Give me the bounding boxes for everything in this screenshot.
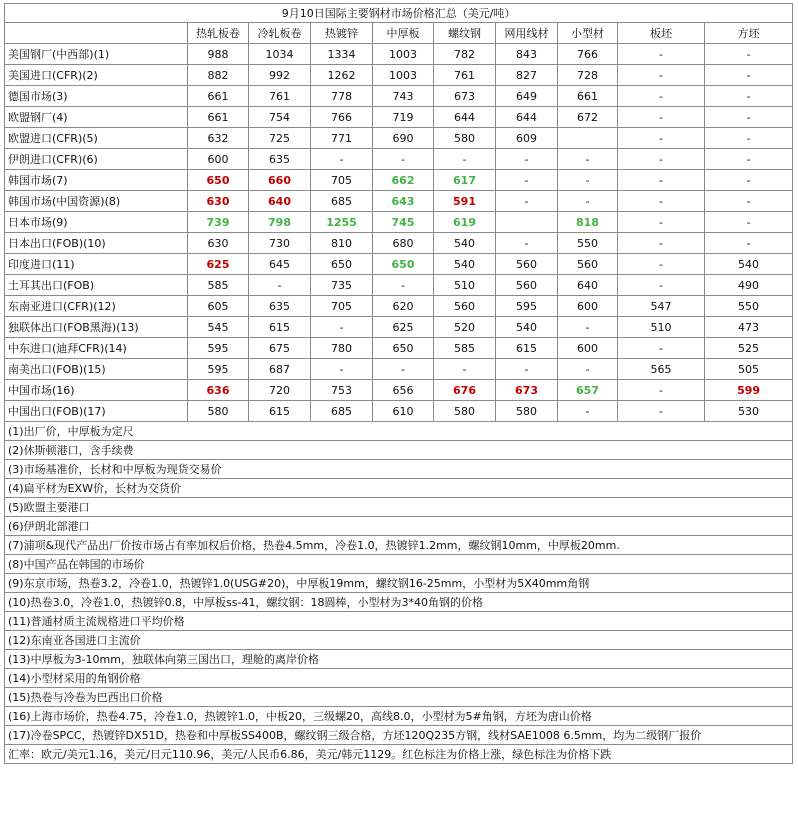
note-text: 汇率：欧元/美元1.16，美元/日元110.96，美元/人民币6.86，美元/韩元1129。红色标注为价格上涨，绿色标注为价格下跌 [5,745,793,764]
price-cell: 525 [705,338,793,359]
price-cell: - [618,170,705,191]
price-cell: 560 [496,275,558,296]
price-cell: 672 [558,107,618,128]
price-cell: - [618,44,705,65]
price-cell: - [618,149,705,170]
price-cell: - [705,86,793,107]
note-row [5,631,793,650]
price-cell: 610 [373,401,434,422]
table-row [5,191,793,212]
price-cell: - [496,170,558,191]
price-cell: 595 [496,296,558,317]
header-cell: 小型材 [558,23,618,44]
price-cell: - [705,44,793,65]
price-cell: 595 [188,359,249,380]
note-text: (8)中国产品在韩国的市场价 [5,555,793,574]
row-label: 伊朗进口(CFR)(6) [5,149,188,170]
price-cell: 649 [496,86,558,107]
price-cell: 818 [558,212,618,233]
note-text: (12)东南亚各国进口主流价 [5,631,793,650]
price-cell: 632 [188,128,249,149]
price-cell: 673 [496,380,558,401]
price-cell: - [618,191,705,212]
price-cell: 743 [373,86,434,107]
note-text: (13)中厚板为3-10mm，独联体向第三国出口，理舱的离岸价格 [5,650,793,669]
price-cell: 761 [249,86,311,107]
price-cell: - [496,233,558,254]
price-cell: 615 [249,401,311,422]
note-text: (3)市场基准价，长材和中厚板为现货交易价 [5,460,793,479]
price-cell: 540 [434,233,496,254]
price-cell: - [249,275,311,296]
row-label: 韩国市场(7) [5,170,188,191]
table-row [5,44,793,65]
note-text: (1)出厂价，中厚板为定尺 [5,422,793,441]
price-cell: 739 [188,212,249,233]
price-cell: 650 [373,338,434,359]
price-cell: 782 [434,44,496,65]
price-cell: 1003 [373,44,434,65]
note-row [5,612,793,631]
price-cell: 992 [249,65,311,86]
row-label: 土耳其出口(FOB) [5,275,188,296]
note-row [5,726,793,745]
price-cell: 640 [249,191,311,212]
price-cell: 630 [188,233,249,254]
price-cell: 550 [558,233,618,254]
price-cell: - [618,338,705,359]
price-cell: 473 [705,317,793,338]
price-cell: 725 [249,128,311,149]
price-cell: 656 [373,380,434,401]
table-row [5,380,793,401]
price-cell: 1034 [249,44,311,65]
row-label: 南美出口(FOB)(15) [5,359,188,380]
row-label: 日本市场(9) [5,212,188,233]
table-row [5,338,793,359]
price-cell: 510 [434,275,496,296]
note-row [5,593,793,612]
price-cell: 636 [188,380,249,401]
price-cell: 620 [373,296,434,317]
table-row [5,86,793,107]
price-cell: 675 [249,338,311,359]
price-cell: 600 [188,149,249,170]
price-cell: 550 [705,296,793,317]
price-cell: 680 [373,233,434,254]
row-label: 欧盟进口(CFR)(5) [5,128,188,149]
price-cell: - [618,212,705,233]
row-label: 中东进口(迪拜CFR)(14) [5,338,188,359]
header-cell: 热镀锌 [311,23,373,44]
header-cell [5,23,188,44]
price-cell: 753 [311,380,373,401]
price-cell: 617 [434,170,496,191]
price-cell: 687 [249,359,311,380]
price-cell: 490 [705,275,793,296]
table-row [5,170,793,191]
price-cell: 766 [558,44,618,65]
row-label: 德国市场(3) [5,86,188,107]
price-cell: 599 [705,380,793,401]
price-cell: 685 [311,401,373,422]
table-row [5,275,793,296]
price-cell: 545 [188,317,249,338]
price-cell: - [373,149,434,170]
price-cell: 650 [311,254,373,275]
sheet-title: 9月10日国际主要钢材市场价格汇总（美元/吨） [5,4,793,23]
price-cell: 520 [434,317,496,338]
price-cell: - [705,191,793,212]
price-cell [496,212,558,233]
price-cell: - [618,65,705,86]
price-cell: - [705,170,793,191]
price-cell: 625 [188,254,249,275]
price-cell: 615 [496,338,558,359]
price-cell: 585 [434,338,496,359]
table-row [5,233,793,254]
price-cell: 540 [496,317,558,338]
price-table [4,3,793,764]
price-cell: 705 [311,170,373,191]
note-text: (16)上海市场价，热卷4.75，冷卷1.0，热镀锌1.0，中板20，三级螺20，高线8.0，小型材为5#角钢，方坯为唐山价格 [5,707,793,726]
price-cell: 771 [311,128,373,149]
header-row [5,23,793,44]
row-label: 独联体出口(FOB黑海)(13) [5,317,188,338]
table-row [5,296,793,317]
price-cell: - [705,149,793,170]
price-cell: 640 [558,275,618,296]
price-cell: - [558,401,618,422]
price-cell: 1003 [373,65,434,86]
price-cell: 1255 [311,212,373,233]
table-row [5,128,793,149]
price-summary-sheet [4,3,792,764]
note-text: (14)小型材采用的角钢价格 [5,669,793,688]
table-row [5,149,793,170]
price-cell: 560 [496,254,558,275]
note-text: (9)东京市场，热卷3.2，冷卷1.0，热镀锌1.0(USG#20)，中厚板19mm，螺纹钢16-25mm，小型材为5X40mm角钢 [5,574,793,593]
table-row [5,317,793,338]
price-cell: 745 [373,212,434,233]
price-cell: - [373,359,434,380]
header-cell: 冷轧板卷 [249,23,311,44]
row-label: 东南亚进口(CFR)(12) [5,296,188,317]
header-cell: 方坯 [705,23,793,44]
price-cell: 644 [496,107,558,128]
note-row [5,479,793,498]
price-cell: 530 [705,401,793,422]
row-label: 印度进口(11) [5,254,188,275]
price-cell: - [618,401,705,422]
price-cell: 661 [558,86,618,107]
price-cell: 591 [434,191,496,212]
note-row [5,422,793,441]
price-cell: 780 [311,338,373,359]
note-row [5,688,793,707]
price-cell: 690 [373,128,434,149]
price-cell: 661 [188,86,249,107]
price-cell: 728 [558,65,618,86]
price-cell: 719 [373,107,434,128]
price-cell: 810 [311,233,373,254]
price-cell: 735 [311,275,373,296]
header-cell: 中厚板 [373,23,434,44]
note-row [5,555,793,574]
price-cell: 827 [496,65,558,86]
price-cell: 635 [249,296,311,317]
note-row [5,707,793,726]
table-row [5,107,793,128]
price-cell [558,128,618,149]
price-cell: 615 [249,317,311,338]
price-cell: 585 [188,275,249,296]
price-cell: 600 [558,296,618,317]
price-cell: - [705,65,793,86]
table-row [5,401,793,422]
price-cell: 1334 [311,44,373,65]
price-cell: - [618,107,705,128]
price-cell: 547 [618,296,705,317]
price-cell: - [618,128,705,149]
price-cell: 600 [558,338,618,359]
note-text: (10)热卷3.0，冷卷1.0，热镀锌0.8，中厚板ss-41，螺纹钢：18圆棒，小型材为3*40角钢的价格 [5,593,793,612]
price-cell: 673 [434,86,496,107]
price-cell: 676 [434,380,496,401]
price-cell: - [496,191,558,212]
price-cell: - [705,128,793,149]
table-row [5,254,793,275]
header-cell: 螺纹钢 [434,23,496,44]
price-cell: 730 [249,233,311,254]
header-cell: 热轧板卷 [188,23,249,44]
note-text: (7)浦项&现代产品出厂价按市场占有率加权后价格，热卷4.5mm，冷卷1.0，热镀锌1.2mm，螺纹钢10mm，中厚板20mm. [5,536,793,555]
price-cell: 580 [434,128,496,149]
price-cell: - [558,359,618,380]
price-cell: 580 [434,401,496,422]
note-text: (17)冷卷SPCC，热镀锌DX51D，热卷和中厚板SS400B，螺纹钢三级合格，方坯120Q235方钢，线材SAE1008 6.5mm，均为二级钢厂报价 [5,726,793,745]
price-cell: 798 [249,212,311,233]
price-cell: - [705,107,793,128]
price-cell: 580 [188,401,249,422]
price-cell: 644 [434,107,496,128]
price-cell: - [618,380,705,401]
price-cell: 560 [434,296,496,317]
price-cell: 754 [249,107,311,128]
price-cell: 705 [311,296,373,317]
price-cell: 645 [249,254,311,275]
row-label: 韩国市场(中国资源)(8) [5,191,188,212]
price-cell: - [618,86,705,107]
note-row [5,498,793,517]
price-cell: 630 [188,191,249,212]
price-cell: 662 [373,170,434,191]
price-cell: - [558,317,618,338]
price-cell: - [558,170,618,191]
row-label: 美国进口(CFR)(2) [5,65,188,86]
row-label: 美国钢厂(中西部)(1) [5,44,188,65]
note-text: (11)普通材质主流规格进口平均价格 [5,612,793,631]
note-text: (2)休斯顿港口，含手续费 [5,441,793,460]
note-row [5,574,793,593]
note-text: (4)扁平材为EXW价，长材为交货价 [5,479,793,498]
price-cell: - [434,149,496,170]
table-row [5,212,793,233]
price-cell: 643 [373,191,434,212]
row-label: 日本出口(FOB)(10) [5,233,188,254]
price-cell: 605 [188,296,249,317]
price-cell: 778 [311,86,373,107]
price-cell: 560 [558,254,618,275]
price-cell: 505 [705,359,793,380]
table-row [5,65,793,86]
price-cell: - [373,275,434,296]
price-cell: 595 [188,338,249,359]
price-cell: - [496,359,558,380]
price-cell: 761 [434,65,496,86]
row-label: 中国出口(FOB)(17) [5,401,188,422]
price-cell: - [311,317,373,338]
row-label: 欧盟钢厂(4) [5,107,188,128]
price-cell: - [618,254,705,275]
note-text: (5)欧盟主要港口 [5,498,793,517]
price-cell: 766 [311,107,373,128]
header-cell: 网用线材 [496,23,558,44]
note-row [5,441,793,460]
price-cell: - [311,149,373,170]
price-cell: 650 [188,170,249,191]
price-cell: 657 [558,380,618,401]
price-cell: 580 [496,401,558,422]
price-cell: 843 [496,44,558,65]
price-cell: - [558,191,618,212]
row-label: 中国市场(16) [5,380,188,401]
price-cell: 650 [373,254,434,275]
price-cell: 660 [249,170,311,191]
header-cell: 板坯 [618,23,705,44]
price-cell: 540 [434,254,496,275]
price-cell: 565 [618,359,705,380]
price-cell: 685 [311,191,373,212]
price-cell: 1262 [311,65,373,86]
price-cell: 609 [496,128,558,149]
note-row [5,669,793,688]
table-row [5,359,793,380]
note-row [5,536,793,555]
price-cell: - [311,359,373,380]
note-text: (15)热卷与冷卷为巴西出口价格 [5,688,793,707]
price-cell: 988 [188,44,249,65]
price-cell: 540 [705,254,793,275]
title-row [5,4,793,23]
price-cell: 619 [434,212,496,233]
note-row [5,745,793,764]
price-cell: - [558,149,618,170]
note-row [5,460,793,479]
price-cell: - [705,233,793,254]
price-cell: - [618,233,705,254]
price-cell: 882 [188,65,249,86]
note-text: (6)伊朗北部港口 [5,517,793,536]
price-cell: - [705,212,793,233]
price-cell: 625 [373,317,434,338]
price-cell: - [496,149,558,170]
price-cell: 635 [249,149,311,170]
note-row [5,650,793,669]
price-cell: 661 [188,107,249,128]
price-cell: 720 [249,380,311,401]
price-cell: 510 [618,317,705,338]
price-cell: - [618,275,705,296]
price-cell: - [434,359,496,380]
note-row [5,517,793,536]
